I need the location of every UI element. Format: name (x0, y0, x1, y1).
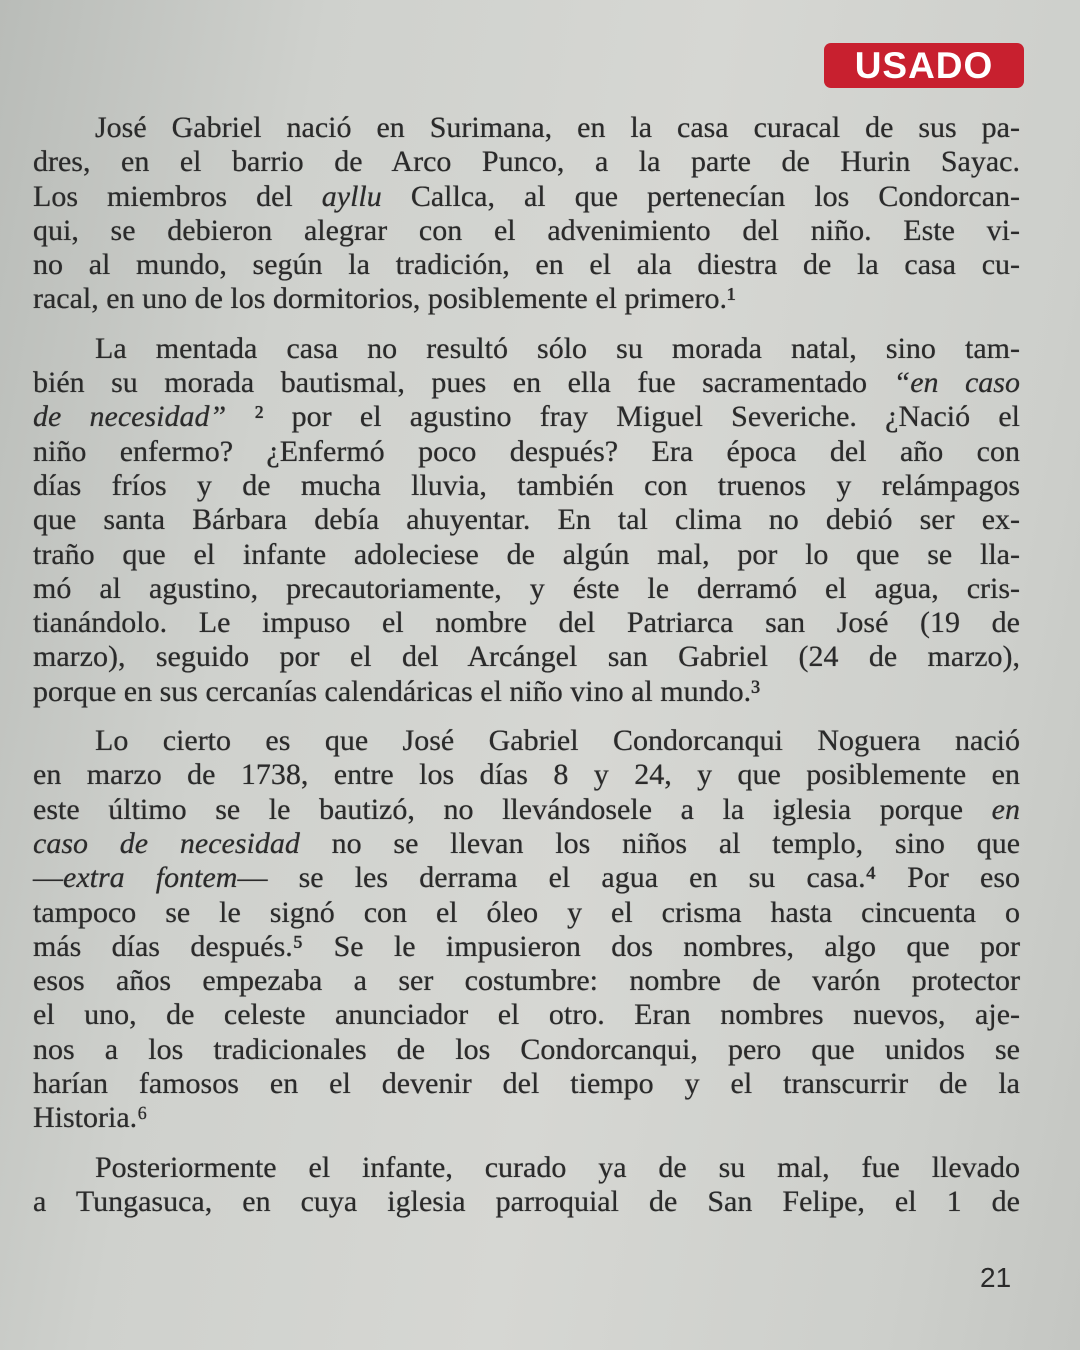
text-line (33, 1101, 1020, 1135)
text-line (33, 758, 1020, 792)
italic-text: extra fontem (63, 861, 238, 895)
text-segment: esos años empezaba a ser costumbre: nombre de varón protector (33, 964, 1020, 998)
text-line (33, 606, 1020, 640)
text-line (33, 1185, 1020, 1219)
text-line (33, 1151, 1020, 1185)
text-line (33, 538, 1020, 572)
text-segment: bién su morada bautismal, pues en ella fue sacramentado (33, 366, 894, 400)
text-line (33, 435, 1020, 469)
text-line (33, 964, 1020, 998)
text-segment: traño que el infante adoleciese de algún mal, por lo que se lla- (33, 537, 1020, 571)
text-segment: en marzo de 1738, entre los días 8 y 24, y que posiblemente en (33, 758, 1020, 792)
text-segment: que santa Bárbara debía ahuyentar. En tal clima no debió ser ex- (33, 503, 1020, 537)
text-segment: Callca, al que pertenecían los Condorcan- (381, 179, 1021, 213)
text-line (33, 248, 1020, 282)
text-segment: porque en sus cercanías calendáricas el niño vino al mundo.³ (33, 674, 761, 708)
text-segment: más días después.⁵ Se le impusieron dos nombres, algo que por (33, 929, 1020, 963)
text-line (33, 111, 1020, 145)
text-segment: tampoco se le signó con el óleo y el crisma hasta cincuenta o (33, 895, 1020, 929)
text-line (33, 400, 1020, 434)
italic-text: ayllu (321, 179, 382, 213)
text-line (33, 675, 1020, 709)
italic-text: caso de necesidad (33, 826, 300, 860)
text-segment: racal, en uno de los dormitorios, posiblemente el primero.¹ (33, 282, 736, 316)
text-segment: este último se le bautizó, no llevándosele a la iglesia porque (33, 792, 992, 826)
text-line (33, 827, 1020, 861)
text-segment: días fríos y de mucha lluvia, también con truenos y relámpagos (33, 468, 1020, 502)
text-segment: a Tungasuca, en cuya iglesia parroquial de San Felipe, el 1 de (33, 1184, 1020, 1218)
text-line (33, 793, 1020, 827)
text-line (33, 469, 1020, 503)
text-segment: La mentada casa no resultó sólo su morada natal, sino tam- (95, 331, 1020, 365)
text-line (33, 282, 1020, 316)
text-line (33, 503, 1020, 537)
text-segment: tianándolo. Le impuso el nombre del Patriarca san José (19 de (33, 606, 1020, 640)
paragraph (33, 111, 1020, 317)
text-segment: ² por el agustino fray Miguel Severiche. ¿Nació el (226, 400, 1020, 434)
text-segment: Historia.⁶ (33, 1101, 148, 1135)
text-segment: marzo), seguido por el del Arcángel san Gabriel (24 de marzo), (33, 640, 1020, 674)
text-line (33, 998, 1020, 1032)
text-line (33, 180, 1020, 214)
paragraph (33, 332, 1020, 709)
italic-text: de necesidad” (33, 400, 227, 434)
text-line (33, 861, 1020, 895)
text-line (33, 1067, 1020, 1101)
text-segment: niño enfermo? ¿Enfermó poco después? Era época del año con (33, 434, 1020, 468)
page-number: 21 (980, 1262, 1012, 1293)
page-body-text (33, 111, 1020, 1234)
text-line (33, 724, 1020, 758)
used-badge: USADO (824, 43, 1024, 88)
text-segment: mó al agustino, precautoriamente, y éste le derramó el agua, cris- (33, 571, 1020, 605)
paragraph (33, 724, 1020, 1136)
text-line (33, 145, 1020, 179)
text-segment: no al mundo, según la tradición, en el ala diestra de la casa cu- (33, 248, 1020, 282)
text-line (33, 366, 1020, 400)
text-line (33, 930, 1020, 964)
italic-text: “en caso (893, 366, 1020, 400)
text-line (33, 896, 1020, 930)
text-segment: qui, se debieron alegrar con el advenimiento del niño. Este vi- (33, 213, 1020, 247)
text-line (33, 332, 1020, 366)
text-line (33, 572, 1020, 606)
text-line (33, 640, 1020, 674)
text-segment: Posteriormente el infante, curado ya de su mal, fue llevado (95, 1150, 1020, 1184)
text-segment: — se les derrama el agua en su casa.⁴ Por eso (237, 861, 1020, 895)
text-segment: Los miembros del (33, 179, 322, 213)
paragraph (33, 1151, 1020, 1220)
text-segment: no se llevan los niños al templo, sino que (299, 826, 1021, 860)
text-segment: nos a los tradicionales de los Condorcanqui, pero que unidos se (33, 1032, 1020, 1066)
text-segment: Lo cierto es que José Gabriel Condorcanqui Noguera nació (95, 724, 1020, 758)
text-line (33, 1033, 1020, 1067)
italic-text: en (991, 792, 1020, 826)
text-segment: harían famosos en el devenir del tiempo y el transcurrir de la (33, 1067, 1020, 1101)
text-segment: José Gabriel nació en Surimana, en la casa curacal de sus pa- (95, 111, 1020, 144)
text-segment: el uno, de celeste anunciador el otro. Eran nombres nuevos, aje- (33, 998, 1020, 1032)
text-line (33, 214, 1020, 248)
text-segment: dres, en el barrio de Arco Punco, a la parte de Hurin Sayac. (33, 145, 1020, 179)
text-segment: — (33, 861, 63, 895)
